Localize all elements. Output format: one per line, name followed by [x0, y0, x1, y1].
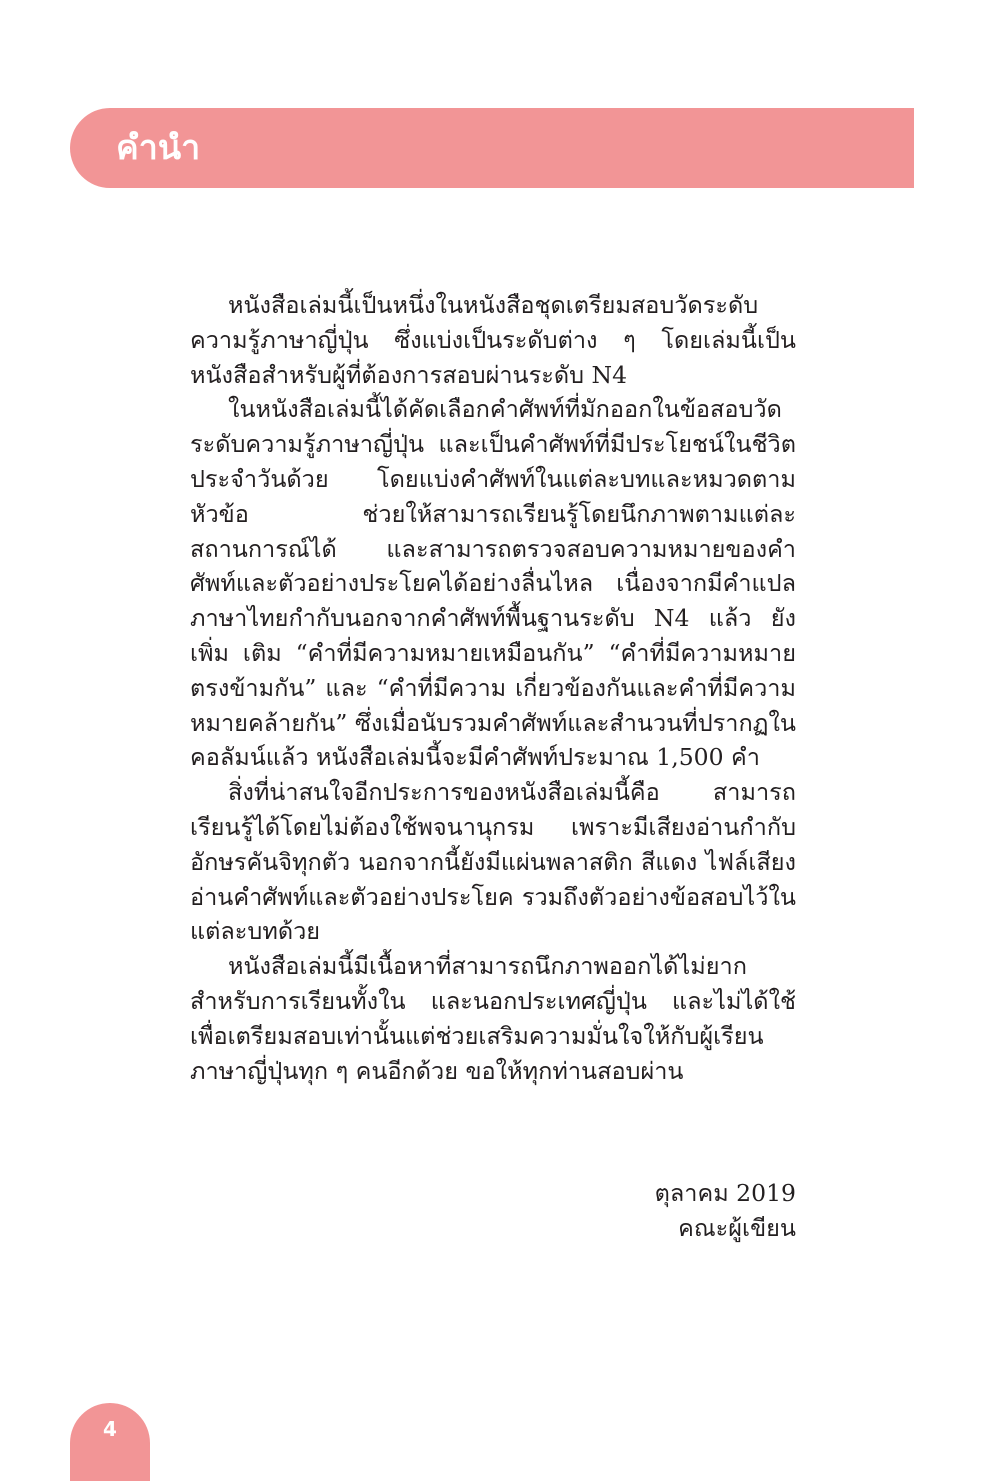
signoff-date: ตุลาคม 2019 — [654, 1179, 796, 1207]
paragraph-1: หนังสือเล่มนี้เป็นหนึ่งในหนังสือชุดเตรียมสอบวัดระดับความรู้ภาษาญี่ปุ่น ซึ่งแบ่งเป็นระดับต่าง ๆ โดยเล่มนี้เป็นหนังสือสำหรับผู้ที่ต้องการสอบผ่านระดับ N4 — [190, 291, 796, 389]
paragraph-3: สิ่งที่น่าสนใจอีกประการของหนังสือเล่มนี้คือ สามารถเรียนรู้ได้โดยไม่ต้องใช้พจนานุกรม เพราะมีเสียงอ่านกำกับอักษรคันจิทุกตัว นอกจากนี้ยังมีแผ่นพลาสติก สีแดง ไฟล์เสียงอ่านคำศัพท์และตัวอย่างประโยค รวมถึงตัวอย่างข้อสอบไว้ในแต่ละบทด้วย — [190, 778, 796, 946]
page-number-tab — [70, 1403, 150, 1481]
preface-body — [190, 288, 796, 1088]
paragraph-4: หนังสือเล่มนี้มีเนื้อหาที่สามารถนึกภาพออกได้ไม่ยากสำหรับการเรียนทั้งใน และนอกประเทศญี่ปุ่น และไม่ได้ใช้เพื่อเตรียมสอบเท่านั้นแต่ช่วยเสริมความมั่นใจให้กับผู้เรียนภาษาญี่ปุ่นทุก ๆ คนอีกด้วย ขอให้ทุกท่านสอบผ่าน — [190, 952, 796, 1085]
paragraph-2: ในหนังสือเล่มนี้ได้คัดเลือกคำศัพท์ที่มักออกในข้อสอบวัดระดับความรู้ภาษาญี่ปุ่น และเป็นคำศัพท์ที่มีประโยชน์ในชีวิตประจำวันด้วย โดยแบ่งคำศัพท์ในแต่ละบทและหมวดตามหัวข้อ ช่วยให้สามารถเรียนรู้โดยนึกภาพตามแต่ละสถานการณ์ได้ และสามารถตรวจสอบความหมายของคำศัพท์และตัวอย่างประโยคได้อย่างลื่นไหล เนื่องจากมีคำแปลภาษาไทยกำกับนอกจากคำศัพท์พื้นฐานระดับ N4 แล้ว ยังเพิ่ม เติม “คำที่มีความหมายเหมือนกัน” “คำที่มีความหมายตรงข้ามกัน” และ “คำที่มีความ เกี่ยวข้องกันและคำที่มีความหมายคล้ายกัน” ซึ่งเมื่อนับรวมคำศัพท์และสำนวนที่ปรากฏในคอลัมน์แล้ว หนังสือเล่มนี้จะมีคำศัพท์ประมาณ 1,500 คำ — [190, 395, 796, 772]
page-title: คำนำ — [116, 128, 201, 168]
title-banner — [70, 108, 914, 188]
page-number: 4 — [103, 1417, 117, 1441]
signoff — [190, 1176, 796, 1246]
signoff-author: คณะผู้เขียน — [678, 1213, 796, 1242]
